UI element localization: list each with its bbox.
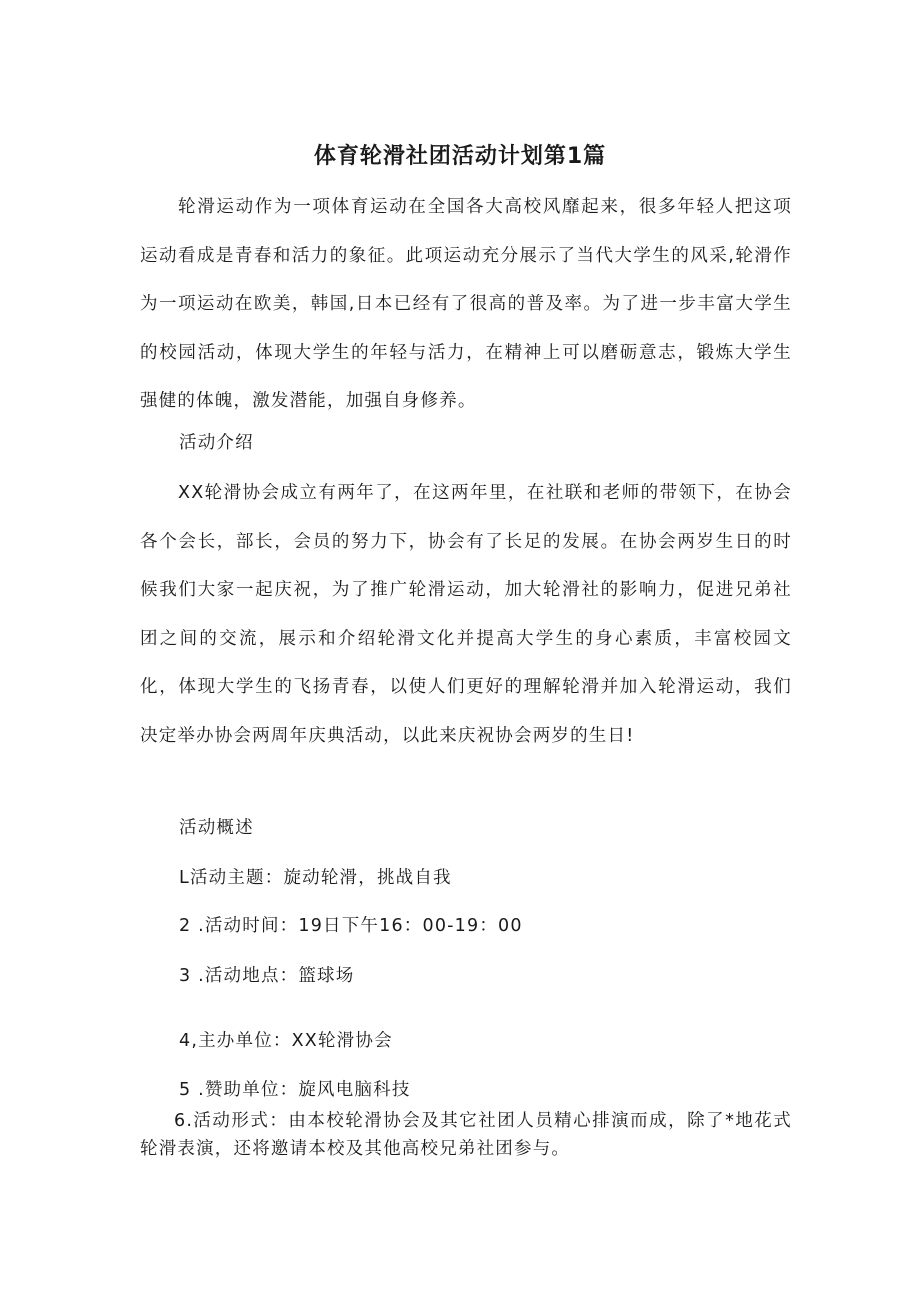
list-item-organizer: 4,主办单位：XX轮滑协会 xyxy=(179,1031,393,1051)
list-item-time: 2 .活动时间：19日下午16：00-19：00 xyxy=(179,916,523,936)
list-item-sponsor: 5 .赞助单位：旋风电脑科技 xyxy=(179,1080,411,1100)
list-item-format: 6.活动形式：由本校轮滑协会及其它社团人员精心排演而成，除了*地花式轮滑表演，还将邀请本校及其他高校兄弟社团参与。 xyxy=(140,1111,792,1159)
section-heading-activity-overview: 活动概述 xyxy=(179,818,254,838)
activity-intro-paragraph: XX轮滑协会成立有两年了，在这两年里，在社联和老师的带领下，在协会各个会长，部长，会员的努力下，协会有了长足的发展。在协会两岁生日的时候我们大家一起庆祝，为了推广轮滑运动，加大轮滑社的影响力，促进兄弟社团之间的交流，展示和介绍轮滑文化并提高大学生的身心素质，丰富校园文化，体现大学生的飞扬青春，以使人们更好的理解轮滑并加入轮滑运动，我们决定举办协会两周年庆典活动，以此来庆祝协会两岁的生日! xyxy=(140,483,792,746)
document-title: 体育轮滑社团活动计划第1篇 xyxy=(313,144,607,169)
section-heading-activity-intro: 活动介绍 xyxy=(179,433,254,453)
list-item-location: 3 .活动地点：篮球场 xyxy=(179,966,355,986)
intro-paragraph: 轮滑运动作为一项体育运动在全国各大高校风靡起来，很多年轻人把这项运动看成是青春和活力的象征。此项运动充分展示了当代大学生的风采,轮滑作为一项运动在欧美，韩国,日本已经有了很高的普及率。为了进一步丰富大学生的校园活动，体现大学生的年轻与活力，在精神上可以磨砺意志，锻炼大学生强健的体魄，激发潜能，加强自身修养。 xyxy=(140,197,792,411)
list-item-theme: L活动主题：旋动轮滑，挑战自我 xyxy=(179,868,452,888)
